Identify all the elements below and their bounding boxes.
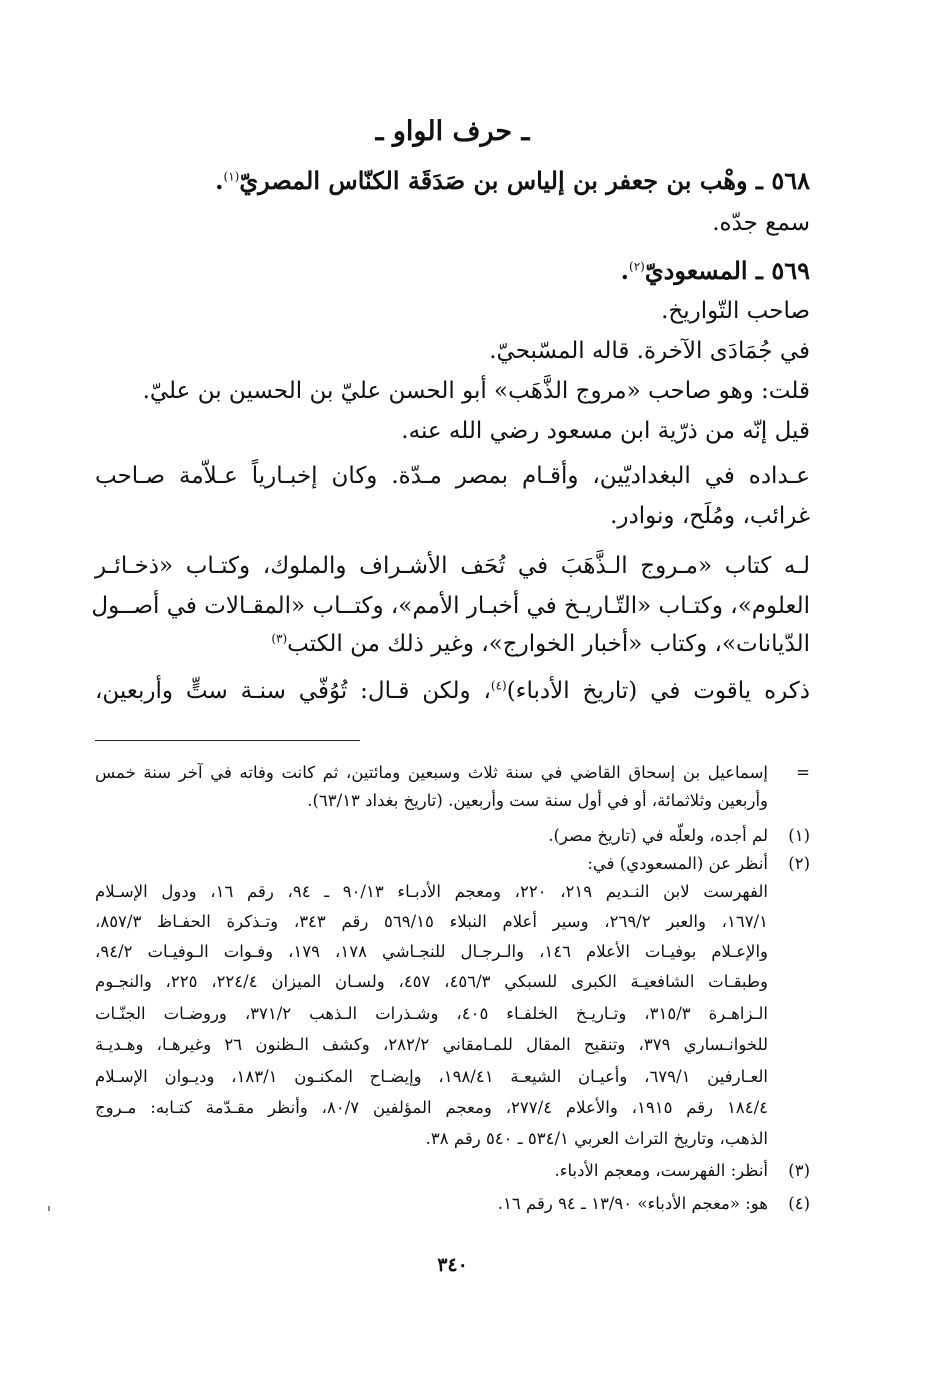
footnote-ref-4: (٤) [490,678,507,693]
chapter-heading: ـ حرف الواو ـ [375,116,530,147]
footnote-divider [95,740,360,741]
footnote-2-line-9: الذهب، وتاريخ التراث العربي ٥٣٤/١ ـ ٥٤٠ رقم ٣٨. [425,1129,768,1148]
footnote-1-mark: (١) [788,826,810,845]
footnote-2-line-5: الـزاهـرة ٣١٥/٣، وتـاريـخ الخلفـاء ٤٠٥، وشـذرات الـذهب ٣٧١/٢، وروضـات الجنّـات [95,1004,768,1023]
footnote-3-mark: (٣) [788,1161,810,1180]
footnote-2-line-8: ١٨٤/٤ رقم ١٩١٥، والأعلام ٢٧٧/٤، ومعجم المؤلفين ٨٠/٧، وأنظر مقـدّمة كتـابه: مـروج [95,1098,769,1117]
footnote-ref-2: (٢) [629,259,645,274]
footnote-continuation-line-1 [95,762,810,784]
footnote-3-text: أنظر: الفهرست، ومعجم الأدباء. [554,1161,768,1180]
footnote-2-mark: (٢) [788,854,810,873]
paragraph-3-start: ذكره ياقوت في (تاريخ الأدباء) [506,678,810,704]
entry-568-line-1: سمع جدّه. [712,210,810,236]
paragraph-1-line-1: عـداده في البغداديّين، وأقـام بمصر مـدّة. وكان إخبـارياً عـلاّمة صـاحب [95,463,810,489]
footnote-2-line-2: ١٦٧/١، والعبر ٢٦٩/٢، وسير أعلام النبلاء ٥٦٩/١٥ رقم ٣٤٣، وتـذكرة الحفـاظ ٨٥٧/٣، [95,912,768,931]
footnote-ref-3: (٣) [271,631,288,646]
entry-569-line-4: قيل إنّه من ذرّية ابن مسعود رضي الله عنه. [401,418,810,444]
footnote-2-line-3: والإعـلام بوفيـات الأعلام ١٤٦، والـرجـال للنجـاشي ١٧٨، ١٧٩، وفـوات الـوفيـات ٩٤/٢، [95,942,769,961]
continuation-mark: = [796,763,810,782]
footnote-3 [95,1160,810,1182]
paragraph-2-line-3: الدّيانات»، وكتاب «أخبار الخوارج»، وغير ذلك من الكتب [287,631,810,657]
entry-569-title: ٥٦٩ ـ المسعوديّ [644,256,810,285]
scan-speck [48,1206,50,1211]
entry-568-title-end: . [215,166,224,195]
footnote-2-line-1: الفهرست لابن النـديم ٢١٩، ٢٢٠، ومعجم الأدبـاء ٩٠/١٣ ـ ٩٤، رقم ١٦، ودول الإسـلام [95,882,768,901]
footnote-2-line-6: للخوانـساري ٣٧٩، وتنقيح المقال للمـامقاني ٢٨٢/٢، وكشف الـظنون ٢٦ وغيرهـا، وهـديـة [95,1035,768,1054]
book-page [91,0,810,1373]
footnote-2-line-4: وطبقـات الشافعيـة الكبرى للسبكي ٤٥٦/٣، ٤٥٧، ولسـان الميزان ٢٢٤/٤، ٢٢٥، والنجـوم [95,972,768,991]
entry-569-line-2: في جُمَادَى الآخرة. قاله المسّبحيّ. [489,338,810,364]
paragraph-2-line-1: لـه كتاب «مـروج الـذَّهَبَ في تُحَف الأشـراف والملوك، وكتـاب «ذخـائـر [95,553,810,579]
paragraph-3-line-1 [95,676,810,706]
footnote-4-text: هو: «معجم الأدباء» ١٣/٩٠ ـ ٩٤ رقم ١٦. [497,1194,768,1213]
entry-568-title: ٥٦٨ ـ وهْب بن جعفر بن إلياس بن صَدَقَة الكنّاس المصريّ [239,166,810,195]
entry-569-line-3: قلت: وهو صاحب «مروج الذَّهَب» أبو الحسن عليّ بن الحسين بن عليّ. [142,378,810,404]
paragraph-2-line-2: العلوم»، وكتـاب «التّـاريـخ في أخبـار الأمم»، وكتــاب «المقـالات في أصــول [91,593,810,619]
footnote-2-line-7: العـارفين ٦٧٩/١، وأعيـان الشيعـة ١٩٨/٤١، وإيضـاح المكنـون ١٨٣/١، وديـوان الإسـلام [95,1067,769,1086]
page-number: ٣٤٠ [437,1254,468,1276]
footnote-1-text: لم أجده، ولعلّه في (تاريخ مصر). [548,826,768,845]
footnote-1 [95,825,810,847]
footnote-4 [95,1193,810,1215]
footnote-continuation-text-1: إسماعيل بن إسحاق القاضي في سنة ثلاث وسبعين ومائتين، ثم كانت وفاته في آخر سنة خمس [95,763,768,782]
paragraph-1-line-2: غرائب، ومُلَح، ونوادر. [610,503,810,529]
entry-569-title-end: . [620,256,630,285]
entry-568-title-line [95,166,810,197]
paragraph-3-end: ، ولكن قـال: تُوُفّي سنـة ستٍّ وأربعين، [95,678,491,704]
footnote-ref-1: (١) [223,169,240,184]
paragraph-2-line-3-wrap [95,629,810,659]
footnote-4-mark: (٤) [788,1194,810,1213]
footnote-continuation-line-2: وأربعين وثلاثمائة، أو في أول سنة ست وأربعين. (تاريخ بغداد ٦٣/١٣). [307,791,768,810]
footnote-2-intro: أنظر عن (المسعودي) في: [587,854,768,873]
entry-569-title-line [95,256,810,287]
entry-569-line-1: صاحب التّواريخ. [661,298,810,324]
footnote-2 [95,853,810,875]
